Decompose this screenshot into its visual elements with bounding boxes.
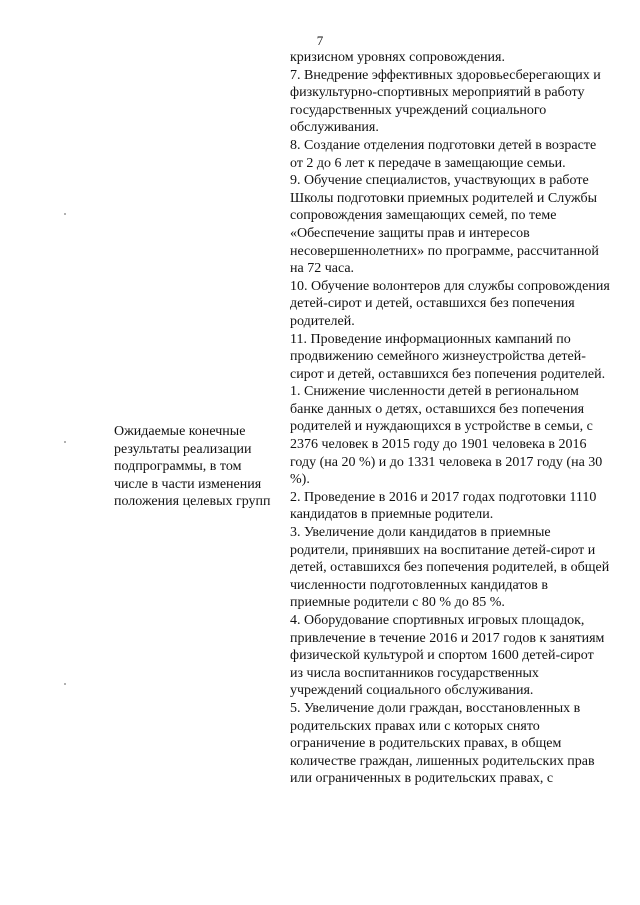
margin-dot (64, 683, 66, 685)
section-label: Ожидаемые конечные результаты реализации подпрограммы, в том числе в части изменения положения целевых групп (114, 424, 271, 510)
paragraph: 1. Снижение численности детей в региональном банке данных о детях, оставшихся без попечения родителей и нуждающихся в устройстве в семьи, с 2376 человек в 2015 году до 1901 человека в 2016 году (на 20 %) и до 1331 человека в 2017 году (на 30 %). (290, 384, 603, 488)
paragraph: 7. Внедрение эффективных здоровьесберегающих и физкультурно-спортивных мероприятий в работу государственных учреждений социального обслуживания. (290, 67, 601, 136)
paragraph: 9. Обучение специалистов, участвующих в работе Школы подготовки приемных родителей и Службы сопровождения замещающих семей, по теме «Обеспечение защиты прав и интересов несовершеннолетних» по программе, рассчитанной на 72 часа. (290, 173, 599, 277)
right-column (290, 49, 610, 788)
paragraph: 5. Увеличение доли граждан, восстановленных в родительских правах или с которых снято ограничение в родительских правах, в общем количестве граждан, лишенных родительских прав или ограниченных в родительских правах, с (290, 700, 595, 787)
left-column (114, 423, 274, 511)
paragraph: 2. Проведение в 2016 и 2017 годах подготовки 1110 кандидатов в приемные родители. (290, 489, 597, 523)
margin-dot (64, 213, 66, 215)
page-number: 7 (316, 33, 324, 48)
paragraph: 11. Проведение информационных кампаний по продвижению семейного жизнеустройства детей-сирот и детей, оставшихся без попечения родителей. (290, 331, 606, 382)
margin-dot (64, 441, 66, 443)
paragraph: 10. Обучение волонтеров для службы сопровождения детей-сирот и детей, оставшихся без попечения родителей. (290, 278, 610, 329)
paragraph: кризисном уровнях сопровождения. (290, 50, 505, 65)
paragraph: 4. Оборудование спортивных игровых площадок, привлечение в течение 2016 и 2017 годов к занятиям физической культурой и спортом 1600 детей-сирот из числа воспитанников государственных учреждений социального обслуживания. (290, 613, 605, 699)
paragraph: 8. Создание отделения подготовки детей в возрасте от 2 до 6 лет к передаче в замещающие семьи. (290, 137, 597, 171)
paragraph: 3. Увеличение доли кандидатов в приемные родители, принявших на воспитание детей-сирот и детей, оставшихся без попечения родителей, в общей численности подготовленных кандидатов в приемные родители с 80 % до 85 %. (290, 525, 610, 611)
